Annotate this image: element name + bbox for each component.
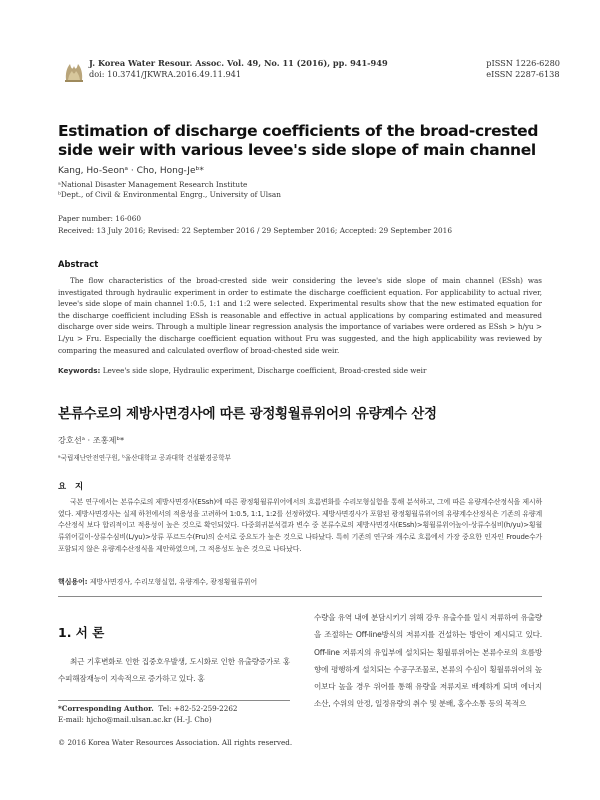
intro-right-column bbox=[314, 609, 542, 713]
journal-name: J. Korea Water Resour. Assoc. Vol. 49, No. 11 (2016), pp. 941-949 bbox=[89, 58, 388, 68]
korean-abstract-text: 국본 연구에서는 본류수로의 제방사면경사(ESsh)에 따른 광정횡월류위어에서의 흐름변화를 수리모형실험을 통해 분석하고, 그에 따른 유량계수산정식을 제시하였다. 제방사면경사는 실제 하천에서의 적용성을 고려하여 1:0.5, 1:1, 1:2를 선정하였다. 제방사면경사가 포함된 광정횡월류위어의 유량계수산정식은 기존의 유량계수산정식 보다 합리적이고 적용성이 높은 것으로 확인되었다. 다중회귀분석결과 변수 중 본류수로의 제방사면경사(ESsh)>횡월류위어높이-상류수심비(h/yu)>횡월류위어길이-상류수심비(L/yu)>상류 푸르드수(Fru)의 순서로 중요도가 높은 것으로 나타났다. 특히 기존의 연구와 개수로 흐름에서 가장 중요한 인자인 Froude수가 포함되지 않은 유량계수산정식을 제안하였으며, 그 적용성도 높은 것으로 나타났다. bbox=[58, 498, 542, 553]
keywords-en bbox=[58, 365, 542, 376]
eissn: eISSN 2287-6138 bbox=[486, 68, 560, 79]
keywords-ko bbox=[58, 576, 542, 586]
intro-left-text: 최근 기후변화로 인한 집중호우발생, 도시화로 인한 유출량증가로 홍수피해잠재능이 지속적으로 증가하고 있다. 홍 bbox=[58, 657, 290, 684]
section-1-heading: 1. 서 론 bbox=[58, 625, 105, 640]
keywords-text: Levee's side slope, Hydraulic experiment, Discharge coefficient, Broad-crested side weir bbox=[102, 366, 427, 375]
email[interactable]: E-mail: hjcho@mail.ulsan.ac.kr (H.-J. Cho) bbox=[58, 714, 212, 724]
korean-abstract-heading: 요 지 bbox=[58, 481, 87, 491]
korean-abstract-body bbox=[58, 497, 542, 556]
journal-citation bbox=[89, 58, 388, 79]
paper-number: Paper number: 16-060 bbox=[58, 214, 141, 223]
abstract-body bbox=[58, 275, 542, 356]
doi-link[interactable]: doi: 10.3741/JKWRA.2016.49.11.941 bbox=[89, 68, 242, 79]
footnote-divider bbox=[58, 700, 290, 701]
authors-ko: 강호선ᵃ · 조홍제ᵇ* bbox=[58, 435, 125, 445]
keywords-label: Keywords: bbox=[58, 366, 101, 375]
affiliation-b: ᵇDept., of Civil & Environmental Engrg., University of Ulsan bbox=[58, 190, 281, 199]
received-dates: Received: 13 July 2016; Revised: 22 September 2016 / 29 September 2016; Accepted: 29 September 2016 bbox=[58, 226, 452, 235]
abstract-text: The flow characteristics of the broad-crested side weir considering the levee's side slope of main channel (ESsh) was investigated through hydraulic experiment in order to estimate the discharge coefficient equation. For applicability to actual river, levee's side slope of main channel 1:0.5, 1:1 and 1:2 were selected. Experimental results show that the new estimated equation for the discharge coefficient including ESsh is reasonable and effective in actual applications by comparing estimated and measured discharge over side weirs. Through a multiple linear regression analysis the importance of variabes were ordered as ESsh > h/yu > L/yu > Fru. Especially the discharge coefficient equation without Fru was suggested, and the high applicability was reviewed by comparing the measured and calculated overflow of broad-chested side weir. bbox=[58, 276, 542, 355]
section-divider bbox=[58, 596, 542, 597]
paper-title-en: Estimation of discharge coefficients of the broad-crested side weir with various levee's side slope of main channel bbox=[58, 122, 539, 159]
affiliation-ko: ᵃ국립재난안전연구원, ᵇ울산대학교 공과대학 건설환경공학부 bbox=[58, 454, 232, 462]
issn-block bbox=[486, 58, 560, 79]
intro-left-column bbox=[58, 653, 290, 688]
paper-title-ko: 본류수로의 제방사면경사에 따른 광정횡월류위어의 유량계수 산정 bbox=[58, 406, 437, 422]
authors-en: Kang, Ho-Seonᵃ · Cho, Hong-Jeᵇ* bbox=[58, 166, 204, 176]
footnote bbox=[58, 704, 237, 725]
pissn: pISSN 1226-6280 bbox=[486, 58, 560, 68]
journal-logo bbox=[62, 58, 86, 84]
affiliation-a: ᵃNational Disaster Management Research Institute bbox=[58, 180, 248, 189]
keywords-ko-text: 제방사면경사, 수리모형실험, 유량계수, 광정횡월류위어 bbox=[89, 578, 258, 586]
copyright: © 2016 Korea Water Resources Association. All rights reserved. bbox=[58, 738, 293, 747]
tel: Tel: +82-52-259-2262 bbox=[158, 704, 238, 713]
corresponding-label: *Corresponding Author. bbox=[58, 704, 154, 713]
keywords-ko-label: 핵심용어: bbox=[58, 578, 88, 586]
intro-right-text: 수량을 유역 내에 분담시키기 위해 강우 유출수를 일시 저류하여 유출량을 조절하는 Off-line방식의 저류지를 건설하는 방안이 제시되고 있다. Off-line 저류지의 유입부에 설치되는 횡월류위어는 본류수로의 흐름방향에 평행하게 설치되는 수공구조물로, 본류의 수심이 횡월류위어의 높이보다 높을 경우 위어를 통해 유량을 저류지로 배제하게 되며 에너지 소산, 수위의 안정, 일정유량의 취수 및 분배, 홍수소통 등의 목적으 bbox=[314, 613, 542, 709]
abstract-heading: Abstract bbox=[58, 259, 99, 269]
